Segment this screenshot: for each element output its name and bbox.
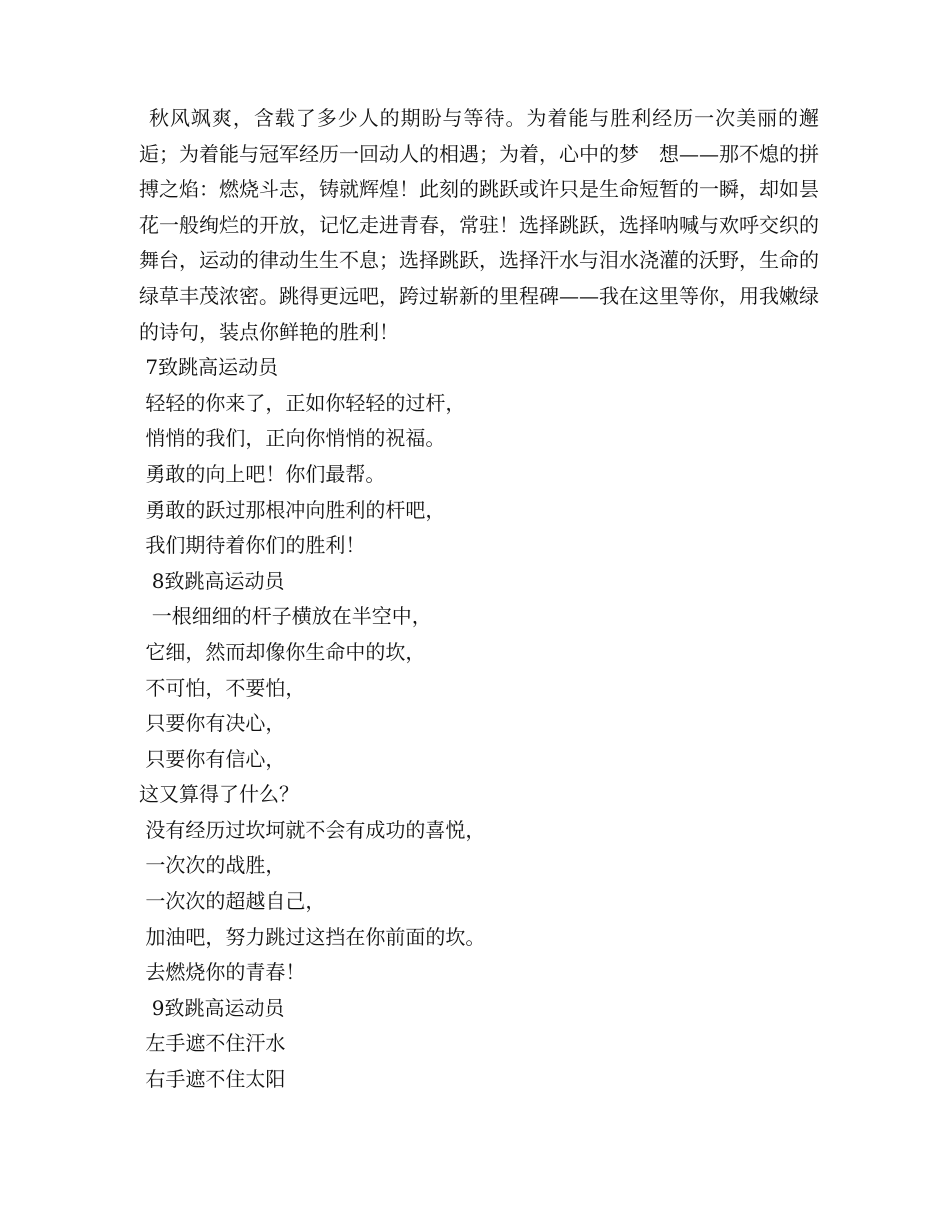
- poem-7-title: 7致跳高运动员: [139, 355, 279, 380]
- poem-line: 它细，然而却像你生命中的坎，: [139, 639, 426, 664]
- poem-line: 勇敢的向上吧！你们最帮。: [139, 461, 386, 486]
- poem-line: 只要你有决心，: [139, 711, 286, 736]
- poem-line: 我们期待着你们的胜利！: [139, 533, 366, 558]
- poem-9-title: 9致跳高运动员: [139, 995, 285, 1020]
- document-body: [139, 101, 819, 1098]
- poem-line: 一次次的超越自己，: [139, 889, 326, 914]
- poem-line: 一根细细的杆子横放在半空中，: [139, 604, 432, 629]
- poem-line: 轻轻的你来了，正如你轻轻的过杆，: [139, 390, 466, 415]
- poem-line: 一次次的战胜，: [139, 853, 286, 878]
- poem-line: 没有经历过坎坷就不会有成功的喜悦，: [139, 817, 486, 842]
- poem-line: 只要你有信心，: [139, 746, 286, 771]
- poem-line: 勇敢的跃过那根冲向胜利的杆吧，: [139, 497, 446, 522]
- poem-line: 去燃烧你的青春！: [139, 960, 306, 985]
- poem-8-title: 8致跳高运动员: [139, 568, 285, 593]
- poem-line: 这又算得了什么？: [139, 782, 299, 807]
- poem-line: 不可怕，不要怕，: [139, 675, 306, 700]
- intro-paragraph: 秋风飒爽，含载了多少人的期盼与等待。为着能与胜利经历一次美丽的邂逅；为着能与冠军经历一回动人的相遇；为着，心中的梦 想——那不熄的拼搏之焰：燃烧斗志，铸就辉煌！此刻的跳跃或许只是生命短暂的一瞬，却如昙花一般绚烂的开放，记忆走进青春，常驻！选择跳跃，选择呐喊与欢呼交织的舞台，运动的律动生生不息；选择跳跃，选择汗水与泪水浇灌的沃野，生命的绿草丰茂浓密。跳得更远吧，跨过崭新的里程碑——我在这里等你，用我嫩绿的诗句，装点你鲜艳的胜利！: [139, 106, 819, 344]
- poem-line: 右手遮不住太阳: [139, 1067, 286, 1092]
- poem-line: 左手遮不住汗水: [139, 1031, 286, 1056]
- poem-line: 加油吧，努力跳过这挡在你前面的坎。: [139, 924, 486, 949]
- poem-line: 悄悄的我们，正向你悄悄的祝福。: [139, 426, 446, 451]
